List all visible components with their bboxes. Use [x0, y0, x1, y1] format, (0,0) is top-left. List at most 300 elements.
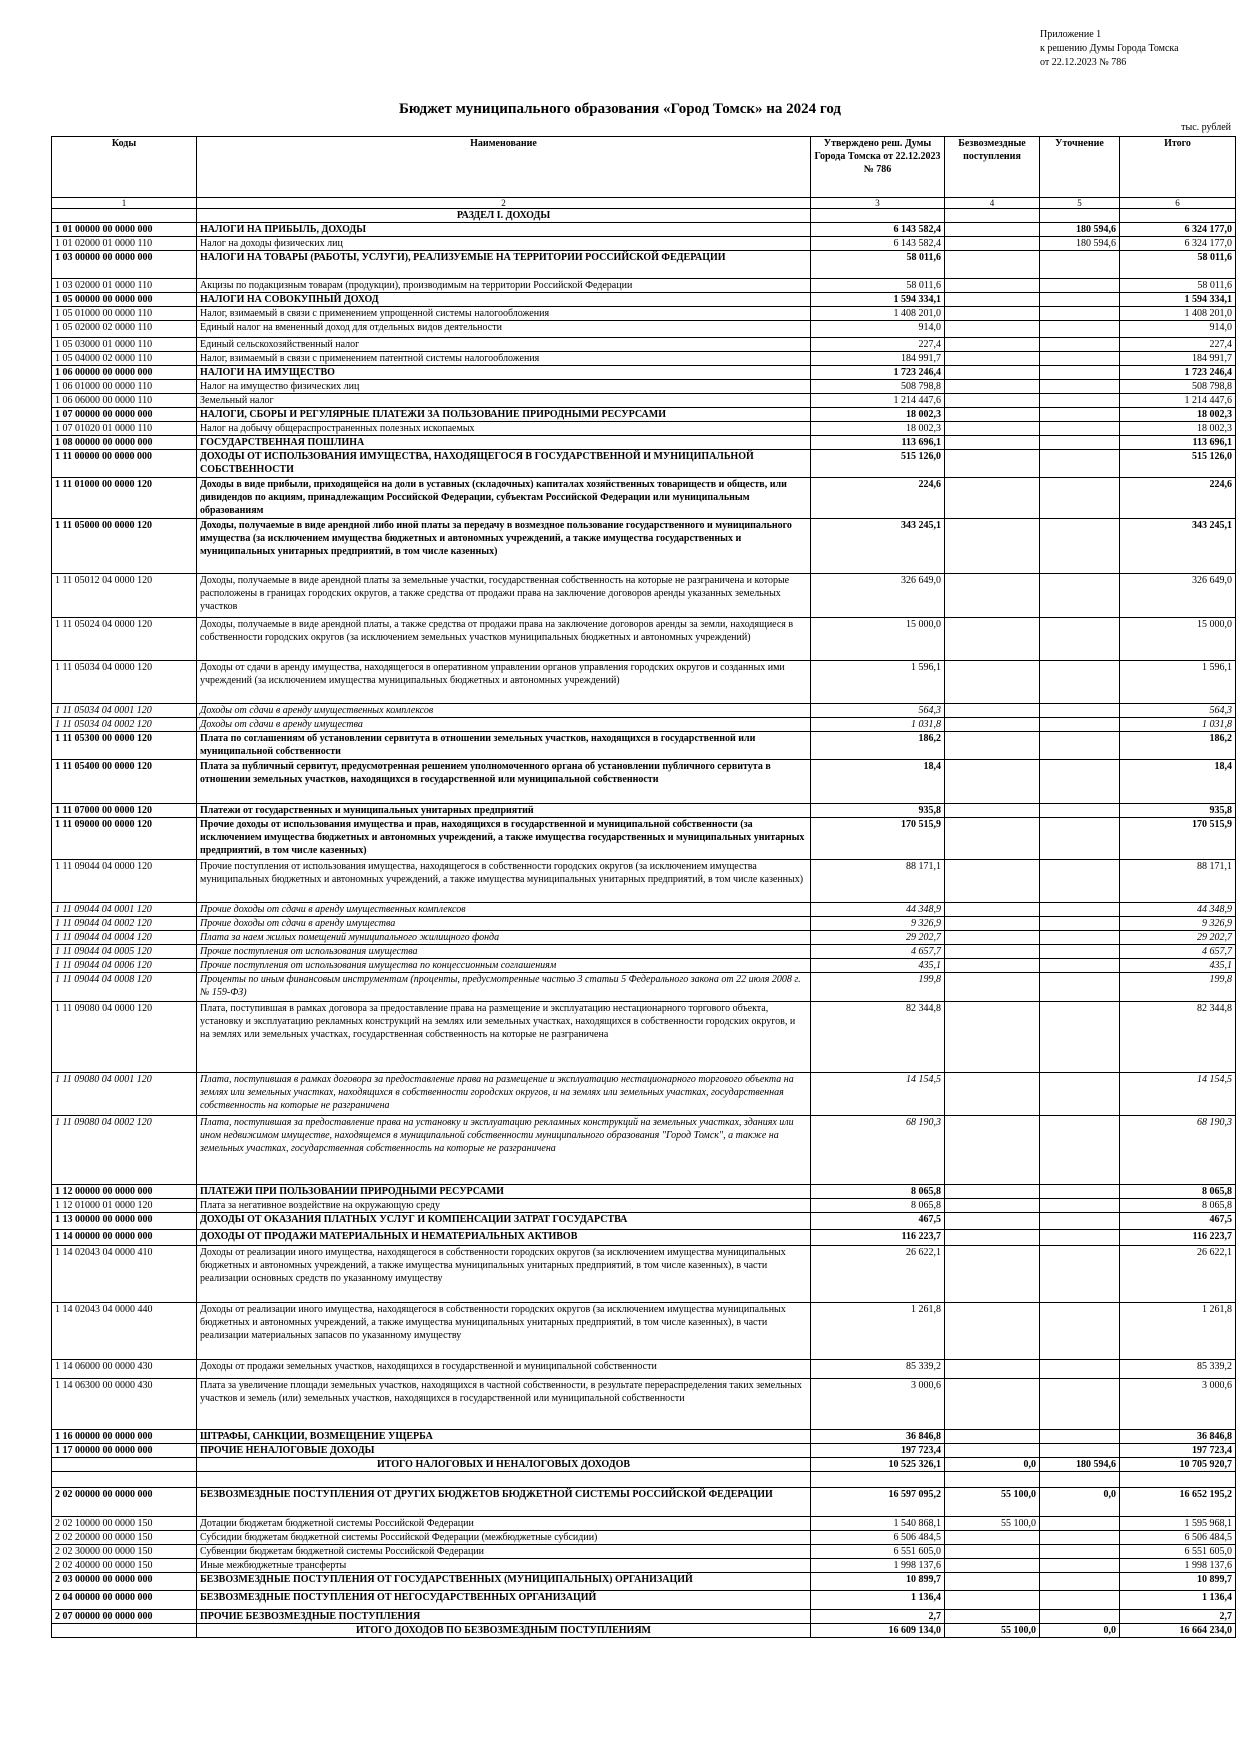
approved-cell: 326 649,0	[811, 574, 945, 618]
table-row	[52, 1213, 1236, 1230]
table-row	[52, 661, 1236, 704]
clarification-cell	[1040, 1073, 1120, 1116]
table-row	[52, 408, 1236, 422]
table-row	[52, 1488, 1236, 1517]
approved-cell: 18 002,3	[811, 422, 945, 436]
total-cell: 170 515,9	[1120, 818, 1236, 860]
approved-cell: 6 551 605,0	[811, 1545, 945, 1559]
clarification-cell	[1040, 1559, 1120, 1573]
table-row	[52, 860, 1236, 903]
clarification-cell	[1040, 436, 1120, 450]
total-cell: 515 126,0	[1120, 450, 1236, 478]
gratuitous-cell	[945, 973, 1040, 1002]
clarification-cell	[1040, 1444, 1120, 1458]
gratuitous-cell	[945, 380, 1040, 394]
approved-cell: 116 223,7	[811, 1230, 945, 1246]
approved-cell: 113 696,1	[811, 436, 945, 450]
code-cell: 2 02 00000 00 0000 000	[52, 1488, 197, 1517]
header-number: 1	[52, 198, 197, 209]
clarification-cell	[1040, 1430, 1120, 1444]
name-cell: ДОХОДЫ ОТ ОКАЗАНИЯ ПЛАТНЫХ УСЛУГ И КОМПЕНСАЦИИ ЗАТРАТ ГОСУДАРСТВА	[197, 1213, 811, 1230]
name-cell: ДОХОДЫ ОТ ИСПОЛЬЗОВАНИЯ ИМУЩЕСТВА, НАХОДЯЩЕГОСЯ В ГОСУДАРСТВЕННОЙ И МУНИЦИПАЛЬНОЙ СОБСТВЕННОСТИ	[197, 450, 811, 478]
gratuitous-cell	[945, 1430, 1040, 1444]
gratuitous-cell	[945, 1213, 1040, 1230]
clarification-cell	[1040, 704, 1120, 718]
approved-cell: 1 596,1	[811, 661, 945, 704]
approved-cell: 4 657,7	[811, 945, 945, 959]
code-cell: 1 11 05024 04 0000 120	[52, 618, 197, 661]
name-cell: Налог на имущество физических лиц	[197, 380, 811, 394]
table-row	[52, 478, 1236, 519]
approved-cell: 1 594 334,1	[811, 293, 945, 307]
gratuitous-cell	[945, 1199, 1040, 1213]
name-cell: БЕЗВОЗМЕЗДНЫЕ ПОСТУПЛЕНИЯ ОТ НЕГОСУДАРСТВЕННЫХ ОРГАНИЗАЦИЙ	[197, 1591, 811, 1610]
approved-cell: 8 065,8	[811, 1199, 945, 1213]
gratuitous-cell	[945, 478, 1040, 519]
total-cell: 227,4	[1120, 338, 1236, 352]
total-cell: 15 000,0	[1120, 618, 1236, 661]
code-cell: 1 11 09044 04 0002 120	[52, 917, 197, 931]
name-cell: НАЛОГИ, СБОРЫ И РЕГУЛЯРНЫЕ ПЛАТЕЖИ ЗА ПОЛЬЗОВАНИЕ ПРИРОДНЫМИ РЕСУРСАМИ	[197, 408, 811, 422]
code-cell: 1 11 07000 00 0000 120	[52, 804, 197, 818]
code-cell	[52, 1458, 197, 1472]
name-cell: НАЛОГИ НА СОВОКУПНЫЙ ДОХОД	[197, 293, 811, 307]
approved-cell: 15 000,0	[811, 618, 945, 661]
code-cell: 1 01 00000 00 0000 000	[52, 223, 197, 237]
name-cell: НАЛОГИ НА ИМУЩЕСТВО	[197, 366, 811, 380]
total-cell: 1 998 137,6	[1120, 1559, 1236, 1573]
total-cell: 18 002,3	[1120, 408, 1236, 422]
code-cell: 1 14 02043 04 0000 440	[52, 1303, 197, 1360]
name-cell: Доходы от продажи земельных участков, находящихся в государственной и муниципальной собственности	[197, 1360, 811, 1379]
gratuitous-cell	[945, 574, 1040, 618]
code-cell: 1 14 00000 00 0000 000	[52, 1230, 197, 1246]
table-row	[52, 223, 1236, 237]
gratuitous-cell	[945, 718, 1040, 732]
table-row	[52, 732, 1236, 760]
name-cell: Земельный налог	[197, 394, 811, 408]
gratuitous-cell	[945, 1116, 1040, 1185]
table-row	[52, 251, 1236, 279]
approved-cell: 6 506 484,5	[811, 1531, 945, 1545]
approved-cell: 227,4	[811, 338, 945, 352]
code-cell: 1 12 01000 01 0000 120	[52, 1199, 197, 1213]
table-row	[52, 1472, 1236, 1488]
gratuitous-cell	[945, 917, 1040, 931]
approved-cell: 88 171,1	[811, 860, 945, 903]
total-cell: 44 348,9	[1120, 903, 1236, 917]
clarification-cell	[1040, 1360, 1120, 1379]
name-cell: Налог на доходы физических лиц	[197, 237, 811, 251]
total-row	[52, 1458, 1236, 1472]
code-cell: 1 11 09044 04 0008 120	[52, 973, 197, 1002]
header-number: 3	[811, 198, 945, 209]
name-cell: Единый налог на вмененный доход для отдельных видов деятельности	[197, 321, 811, 338]
name-cell: Единый сельскохозяйственный налог	[197, 338, 811, 352]
table-row	[52, 1360, 1236, 1379]
table-row	[52, 1303, 1236, 1360]
code-cell: 1 05 00000 00 0000 000	[52, 293, 197, 307]
approved-cell: 6 143 582,4	[811, 223, 945, 237]
clarification-cell	[1040, 818, 1120, 860]
code-cell: 1 08 00000 00 0000 000	[52, 436, 197, 450]
approved-cell: 29 202,7	[811, 931, 945, 945]
clarification-cell	[1040, 860, 1120, 903]
total-cell: 10 899,7	[1120, 1573, 1236, 1591]
code-cell: 1 11 09044 04 0006 120	[52, 959, 197, 973]
gratuitous-cell	[945, 408, 1040, 422]
clarification-cell	[1040, 1573, 1120, 1591]
gratuitous-cell	[945, 422, 1040, 436]
total-cell: 197 723,4	[1120, 1444, 1236, 1458]
name-cell: Доходы от реализации иного имущества, находящегося в собственности городских округов (за исключением имущества муниципальных бюджетных и автономных учреждений, а также имущества муниципальных унитарных предприятий, в том числе казенных), в части реализации материальных запасов по указанному имуществу	[197, 1303, 811, 1360]
clarification-cell	[1040, 307, 1120, 321]
name-cell: ПРОЧИЕ НЕНАЛОГОВЫЕ ДОХОДЫ	[197, 1444, 811, 1458]
table-row	[52, 1444, 1236, 1458]
clarification-cell	[1040, 338, 1120, 352]
table-row	[52, 1116, 1236, 1185]
name-cell: Налог на добычу общераспространенных полезных ископаемых	[197, 422, 811, 436]
clarification-cell	[1040, 574, 1120, 618]
header-number: 5	[1040, 198, 1120, 209]
section-empty-cell	[1040, 209, 1120, 223]
name-cell: Доходы от реализации иного имущества, находящегося в собственности городских округов (за исключением имущества муниципальных бюджетных и автономных учреждений, а также имущества муниципальных унитарных предприятий, в том числе казенных), в части реализации основных средств по указанному имуществу	[197, 1246, 811, 1303]
table-row	[52, 1610, 1236, 1624]
total-cell: 435,1	[1120, 959, 1236, 973]
approved-cell: 6 143 582,4	[811, 237, 945, 251]
gratuitous-cell	[945, 1573, 1040, 1591]
table-row	[52, 1531, 1236, 1545]
name-cell: Иные межбюджетные трансферты	[197, 1559, 811, 1573]
clarification-cell	[1040, 903, 1120, 917]
clarification-cell	[1040, 251, 1120, 279]
total-cell: 1 031,8	[1120, 718, 1236, 732]
total-cell: 4 657,7	[1120, 945, 1236, 959]
table-row	[52, 718, 1236, 732]
gratuitous-cell	[945, 237, 1040, 251]
header-codes: Коды	[52, 137, 197, 198]
code-cell: 1 13 00000 00 0000 000	[52, 1213, 197, 1230]
header-number: 2	[197, 198, 811, 209]
code-cell: 1 11 01000 00 0000 120	[52, 478, 197, 519]
table-row	[52, 945, 1236, 959]
approved-cell: 224,6	[811, 478, 945, 519]
code-cell: 1 11 09080 04 0002 120	[52, 1116, 197, 1185]
name-cell: Доходы, получаемые в виде арендной либо иной платы за передачу в возмездное пользование государственного и муниципального имущества (за исключением имущества бюджетных и автономных учреждений, а также имущества государственных и муниципальных унитарных предприятий, в том числе казенных)	[197, 519, 811, 574]
code-cell: 1 06 00000 00 0000 000	[52, 366, 197, 380]
annex-note	[1040, 28, 1179, 70]
total-cell: 113 696,1	[1120, 436, 1236, 450]
table-row	[52, 973, 1236, 1002]
code-cell: 1 05 01000 00 0000 110	[52, 307, 197, 321]
table-row	[52, 1185, 1236, 1199]
name-cell: НАЛОГИ НА ТОВАРЫ (РАБОТЫ, УСЛУГИ), РЕАЛИЗУЕМЫЕ НА ТЕРРИТОРИИ РОССИЙСКОЙ ФЕДЕРАЦИИ	[197, 251, 811, 279]
table-row	[52, 1073, 1236, 1116]
clarification-cell	[1040, 718, 1120, 732]
table-row	[52, 618, 1236, 661]
name-cell: Плата за негативное воздействие на окружающую среду	[197, 1199, 811, 1213]
clarification-cell	[1040, 279, 1120, 293]
table-row	[52, 380, 1236, 394]
header-number: 4	[945, 198, 1040, 209]
total-cell: 1 214 447,6	[1120, 394, 1236, 408]
name-cell: Плата, поступившая в рамках договора за предоставление права на размещение и эксплуатацию нестационарного торгового объекта, установку и эксплуатацию рекламных конструкций на землях или земельных участках, находящихся в собственности городских округов, и на землях или земельных участках, государственная собственность на которые не разграничена	[197, 1002, 811, 1073]
total-cell: 6 324 177,0	[1120, 223, 1236, 237]
code-cell: 1 14 06300 00 0000 430	[52, 1379, 197, 1430]
code-cell: 1 14 06000 00 0000 430	[52, 1360, 197, 1379]
total-cell: 1 594 334,1	[1120, 293, 1236, 307]
total-cell: 326 649,0	[1120, 574, 1236, 618]
total-cell: 16 652 195,2	[1120, 1488, 1236, 1517]
code-cell: 2 04 00000 00 0000 000	[52, 1591, 197, 1610]
total-cell: 29 202,7	[1120, 931, 1236, 945]
name-cell: Плата за наем жилых помещений муниципального жилищного фонда	[197, 931, 811, 945]
total-cell: 6 506 484,5	[1120, 1531, 1236, 1545]
gratuitous-cell	[945, 279, 1040, 293]
table-row	[52, 279, 1236, 293]
code-cell: 2 03 00000 00 0000 000	[52, 1573, 197, 1591]
table-row	[52, 1517, 1236, 1531]
clarification-cell	[1040, 1610, 1120, 1624]
gratuitous-cell	[945, 931, 1040, 945]
total-cell: 508 798,8	[1120, 380, 1236, 394]
table-row	[52, 1246, 1236, 1303]
clarification-cell	[1040, 945, 1120, 959]
gratuitous-cell	[945, 903, 1040, 917]
gratuitous-cell	[945, 1303, 1040, 1360]
code-cell: 2 02 40000 00 0000 150	[52, 1559, 197, 1573]
table-row	[52, 293, 1236, 307]
name-cell: Проценты по иным финансовым инструментам (проценты, предусмотренные частью 3 статьи 5 Федерального закона от 22 июля 2008 г. № 159-ФЗ)	[197, 973, 811, 1002]
annex-line-3: от 22.12.2023 № 786	[1040, 57, 1127, 68]
code-cell	[52, 1472, 197, 1488]
gratuitous-cell: 55 100,0	[945, 1517, 1040, 1531]
table-row	[52, 422, 1236, 436]
approved-cell: 935,8	[811, 804, 945, 818]
code-cell: 2 02 20000 00 0000 150	[52, 1531, 197, 1545]
table-row	[52, 1545, 1236, 1559]
approved-cell: 14 154,5	[811, 1073, 945, 1116]
code-cell: 1 06 01000 00 0000 110	[52, 380, 197, 394]
code-cell: 1 06 06000 00 0000 110	[52, 394, 197, 408]
gratuitous-cell	[945, 450, 1040, 478]
clarification-cell	[1040, 1199, 1120, 1213]
approved-cell: 36 846,8	[811, 1430, 945, 1444]
code-cell: 1 11 05034 04 0002 120	[52, 718, 197, 732]
total-cell: 343 245,1	[1120, 519, 1236, 574]
approved-cell: 1 998 137,6	[811, 1559, 945, 1573]
gratuitous-cell	[945, 818, 1040, 860]
approved-cell: 199,8	[811, 973, 945, 1002]
name-cell: ИТОГО НАЛОГОВЫХ И НЕНАЛОГОВЫХ ДОХОДОВ	[197, 1458, 811, 1472]
approved-cell: 18 002,3	[811, 408, 945, 422]
units-label: тыс. рублей	[1181, 122, 1231, 133]
total-cell: 186,2	[1120, 732, 1236, 760]
table-row	[52, 1559, 1236, 1573]
total-cell: 6 551 605,0	[1120, 1545, 1236, 1559]
gratuitous-cell	[945, 394, 1040, 408]
clarification-cell	[1040, 1246, 1120, 1303]
clarification-cell	[1040, 917, 1120, 931]
total-cell: 914,0	[1120, 321, 1236, 338]
gratuitous-cell	[945, 519, 1040, 574]
clarification-cell: 0,0	[1040, 1624, 1120, 1638]
total-cell: 184 991,7	[1120, 352, 1236, 366]
clarification-cell: 180 594,6	[1040, 237, 1120, 251]
approved-cell: 1 540 868,1	[811, 1517, 945, 1531]
gratuitous-cell: 55 100,0	[945, 1488, 1040, 1517]
approved-cell: 3 000,6	[811, 1379, 945, 1430]
clarification-cell	[1040, 931, 1120, 945]
clarification-cell	[1040, 1002, 1120, 1073]
approved-cell: 18,4	[811, 760, 945, 804]
clarification-cell	[1040, 450, 1120, 478]
name-cell	[197, 1472, 811, 1488]
section-empty-cell	[811, 209, 945, 223]
header-clarification: Уточнение	[1040, 137, 1120, 198]
code-cell: 1 03 00000 00 0000 000	[52, 251, 197, 279]
clarification-cell	[1040, 1517, 1120, 1531]
name-cell: ШТРАФЫ, САНКЦИИ, ВОЗМЕЩЕНИЕ УЩЕРБА	[197, 1430, 811, 1444]
name-cell: Плата, поступившая в рамках договора за предоставление права на размещение и эксплуатацию нестационарного торгового объекта на землях или земельных участках, находящихся в собственности городских округов, и на землях или земельных участках, государственная собственность на которые не разграничена	[197, 1073, 811, 1116]
gratuitous-cell	[945, 860, 1040, 903]
total-cell: 9 326,9	[1120, 917, 1236, 931]
section-empty-cell	[1120, 209, 1236, 223]
code-cell: 2 02 10000 00 0000 150	[52, 1517, 197, 1531]
table-row	[52, 1591, 1236, 1610]
clarification-cell: 180 594,6	[1040, 223, 1120, 237]
approved-cell: 1 261,8	[811, 1303, 945, 1360]
gratuitous-cell	[945, 945, 1040, 959]
gratuitous-cell	[945, 1379, 1040, 1430]
code-cell: 1 11 05012 04 0000 120	[52, 574, 197, 618]
table-row	[52, 931, 1236, 945]
total-cell: 88 171,1	[1120, 860, 1236, 903]
name-cell: Прочие доходы от использования имущества и прав, находящихся в государственной и муниципальной собственности (за исключением имущества бюджетных и автономных учреждений, а также имущества государственных и муниципальных унитарных предприятий, в том числе казенных)	[197, 818, 811, 860]
approved-cell: 8 065,8	[811, 1185, 945, 1199]
table-row	[52, 1379, 1236, 1430]
code-cell: 1 05 04000 02 0000 110	[52, 352, 197, 366]
approved-cell: 564,3	[811, 704, 945, 718]
code-cell: 1 05 02000 02 0000 110	[52, 321, 197, 338]
table-row	[52, 760, 1236, 804]
approved-cell: 9 326,9	[811, 917, 945, 931]
code-cell: 1 11 05400 00 0000 120	[52, 760, 197, 804]
table-row	[52, 338, 1236, 352]
gratuitous-cell	[945, 1002, 1040, 1073]
total-cell: 14 154,5	[1120, 1073, 1236, 1116]
name-cell: Дотации бюджетам бюджетной системы Российской Федерации	[197, 1517, 811, 1531]
approved-cell: 1 031,8	[811, 718, 945, 732]
table-row	[52, 704, 1236, 718]
total-cell: 58 011,6	[1120, 279, 1236, 293]
total-cell: 18,4	[1120, 760, 1236, 804]
approved-cell: 467,5	[811, 1213, 945, 1230]
clarification-cell	[1040, 1591, 1120, 1610]
gratuitous-cell	[945, 223, 1040, 237]
clarification-cell	[1040, 1472, 1120, 1488]
gratuitous-cell	[945, 293, 1040, 307]
code-cell: 1 11 05300 00 0000 120	[52, 732, 197, 760]
clarification-cell	[1040, 1303, 1120, 1360]
table-row	[52, 352, 1236, 366]
clarification-cell: 0,0	[1040, 1488, 1120, 1517]
code-cell: 1 11 05034 04 0001 120	[52, 704, 197, 718]
gratuitous-cell	[945, 1185, 1040, 1199]
name-cell: Плата, поступившая за предоставление права на установку и эксплуатацию рекламных конструкций на земельных участках, зданиях или ином недвижимом имуществе, находящемся в муниципальной собственности муниципального образования "Город Томск", а также на земельных участках, государственная собственность на которые не разграничена	[197, 1116, 811, 1185]
approved-cell: 1 723 246,4	[811, 366, 945, 380]
total-cell: 467,5	[1120, 1213, 1236, 1230]
total-cell: 36 846,8	[1120, 1430, 1236, 1444]
clarification-cell	[1040, 408, 1120, 422]
table-row	[52, 959, 1236, 973]
total-cell: 199,8	[1120, 973, 1236, 1002]
gratuitous-cell	[945, 959, 1040, 973]
header-gratuitous: Безвозмездные поступления	[945, 137, 1040, 198]
name-cell: Доходы от сдачи в аренду имущества, находящегося в оперативном управлении органов управления городских округов и созданных ими учреждений (за исключением имущества муниципальных бюджетных и автономных учреждений)	[197, 661, 811, 704]
name-cell: БЕЗВОЗМЕЗДНЫЕ ПОСТУПЛЕНИЯ ОТ ДРУГИХ БЮДЖЕТОВ БЮДЖЕТНОЙ СИСТЕМЫ РОССИЙСКОЙ ФЕДЕРАЦИИ	[197, 1488, 811, 1517]
code-cell: 1 11 00000 00 0000 000	[52, 450, 197, 478]
approved-cell: 68 190,3	[811, 1116, 945, 1185]
clarification-cell	[1040, 804, 1120, 818]
clarification-cell	[1040, 661, 1120, 704]
approved-cell: 515 126,0	[811, 450, 945, 478]
gratuitous-cell	[945, 307, 1040, 321]
annex-line-1: Приложение 1	[1040, 29, 1102, 40]
name-cell: Доходы от сдачи в аренду имущества	[197, 718, 811, 732]
total-cell: 16 664 234,0	[1120, 1624, 1236, 1638]
name-cell: Прочие поступления от использования имущества	[197, 945, 811, 959]
clarification-cell	[1040, 973, 1120, 1002]
name-cell: Субвенции бюджетам бюджетной системы Российской Федерации	[197, 1545, 811, 1559]
total-cell: 1 596,1	[1120, 661, 1236, 704]
code-cell: 1 11 09080 04 0001 120	[52, 1073, 197, 1116]
total-cell: 1 408 201,0	[1120, 307, 1236, 321]
code-cell: 2 07 00000 00 0000 000	[52, 1610, 197, 1624]
total-cell: 18 002,3	[1120, 422, 1236, 436]
code-cell: 1 11 09080 04 0000 120	[52, 1002, 197, 1073]
code-cell	[52, 1624, 197, 1638]
code-cell: 1 11 09044 04 0001 120	[52, 903, 197, 917]
gratuitous-cell	[945, 1073, 1040, 1116]
total-cell	[1120, 1472, 1236, 1488]
gratuitous-cell: 55 100,0	[945, 1624, 1040, 1638]
approved-cell: 10 525 326,1	[811, 1458, 945, 1472]
clarification-cell	[1040, 959, 1120, 973]
gratuitous-cell	[945, 251, 1040, 279]
name-cell: Прочие доходы от сдачи в аренду имущественных комплексов	[197, 903, 811, 917]
approved-cell: 58 011,6	[811, 251, 945, 279]
total-cell: 224,6	[1120, 478, 1236, 519]
header-approved: Утверждено реш. Думы Города Томска от 22.12.2023 № 786	[811, 137, 945, 198]
name-cell: Прочие поступления от использования имущества, находящегося в собственности городских округов (за исключением имущества муниципальных бюджетных и автономных учреждений, а также имущества муниципальных унитарных предприятий, в том числе казенных)	[197, 860, 811, 903]
name-cell: НАЛОГИ НА ПРИБЫЛЬ, ДОХОДЫ	[197, 223, 811, 237]
code-cell: 1 11 09000 00 0000 120	[52, 818, 197, 860]
gratuitous-cell	[945, 732, 1040, 760]
name-cell: Плата по соглашениям об установлении сервитута в отношении земельных участков, находящихся в государственной или муниципальной собственности	[197, 732, 811, 760]
approved-cell: 26 622,1	[811, 1246, 945, 1303]
gratuitous-cell	[945, 1610, 1040, 1624]
total-row	[52, 1624, 1236, 1638]
code-cell: 1 11 05034 04 0000 120	[52, 661, 197, 704]
name-cell: ИТОГО ДОХОДОВ ПО БЕЗВОЗМЕЗДНЫМ ПОСТУПЛЕНИЯМ	[197, 1624, 811, 1638]
gratuitous-cell: 0,0	[945, 1458, 1040, 1472]
gratuitous-cell	[945, 436, 1040, 450]
total-cell: 1 723 246,4	[1120, 366, 1236, 380]
code-cell: 1 16 00000 00 0000 000	[52, 1430, 197, 1444]
clarification-cell	[1040, 1531, 1120, 1545]
gratuitous-cell	[945, 1591, 1040, 1610]
